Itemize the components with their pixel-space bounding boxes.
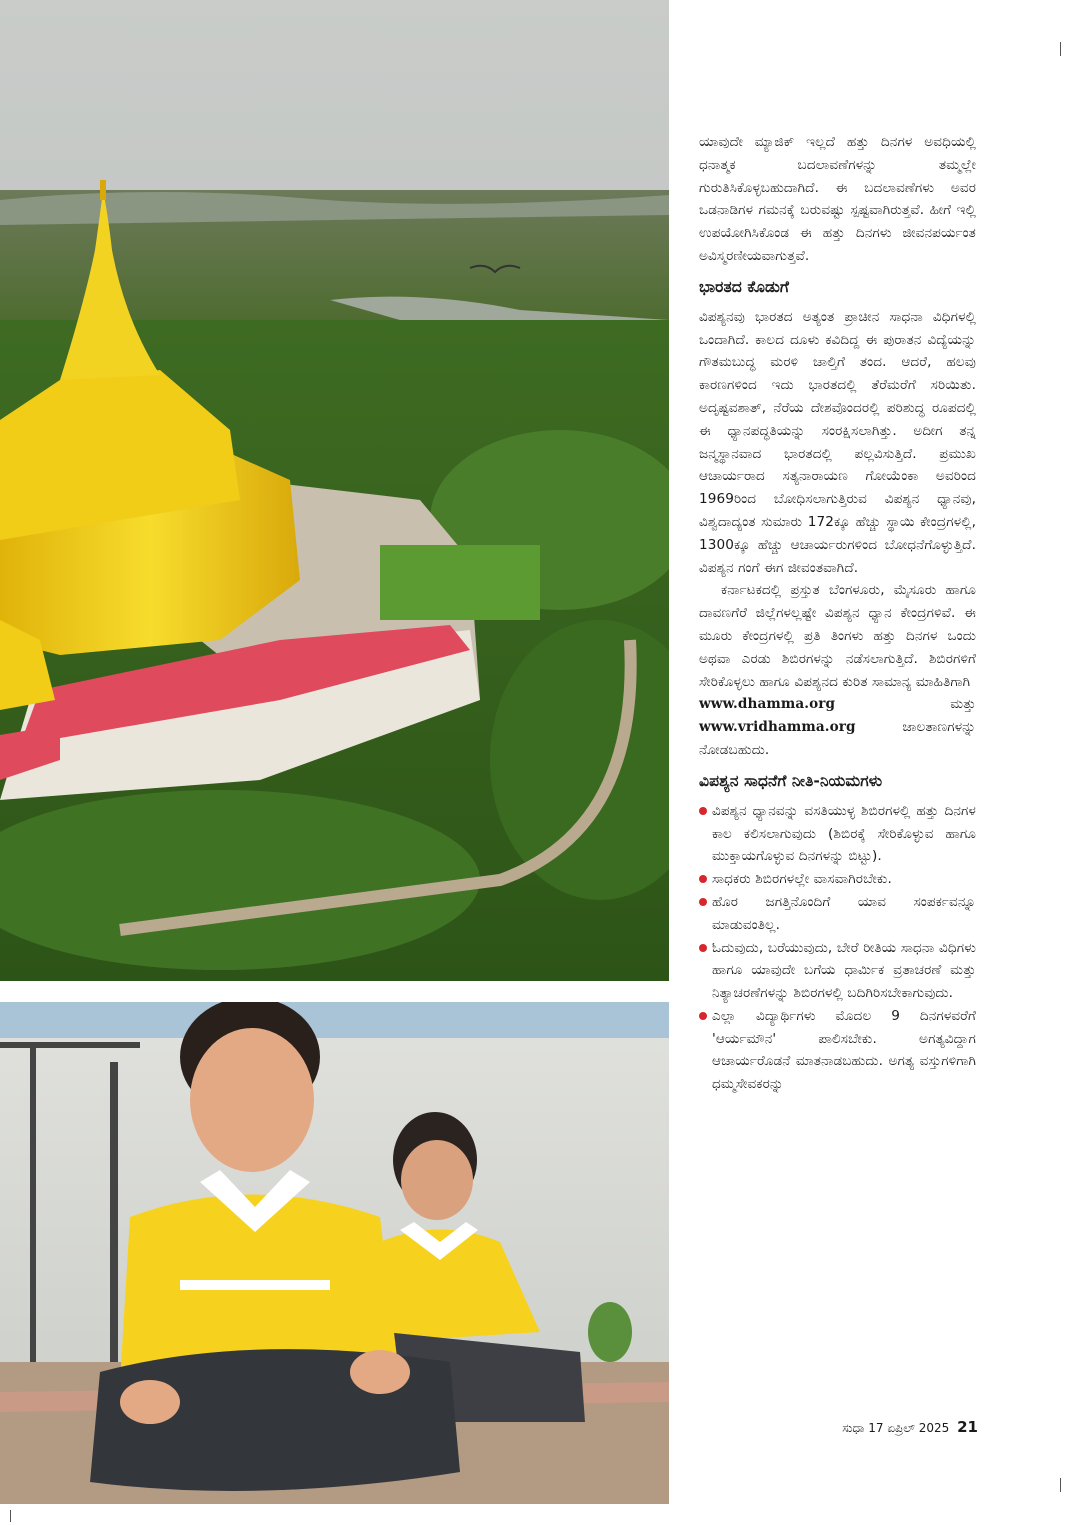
rules-list [699,800,976,1096]
bullet-icon [699,875,707,883]
and-word: ಮತ್ತು [950,696,976,713]
links-row-2 [699,716,976,739]
rule-text: ಎಲ್ಲಾ ವಿದ್ಯಾರ್ಥಿಗಳು ಮೊದಲ 9 ದಿನಗಳವರೆಗೆ 'ಆರ್ಯಮೌನ' ಪಾಲಿಸಬೇಕು. ಅಗತ್ಯವಿದ್ದಾಗ ಆಚಾರ್ಯರೊಡನೆ ಮಾತನಾಡಬಹುದು. ಅಗತ್ಯ ವಸ್ತುಗಳಿಗಾಗಿ ಧಮ್ಮಸೇವಕರನ್ನು [712,1007,976,1093]
article-column [699,131,976,1096]
rule-item [699,937,976,1005]
section-heading-rules: ವಿಪಶ್ಯನ ಸಾಧನೆಗೆ ನೀತಿ-ನಿಯಮಗಳು [699,771,883,790]
vridhamma-link[interactable]: www.vridhamma.org [699,719,856,736]
rule-item [699,891,976,937]
links-row-1 [699,693,976,716]
see-text: ನೋಡಬಹುದು. [699,741,770,758]
article-paragraph-1: ವಿಪಶ್ಯನವು ಭಾರತದ ಅತ್ಯಂತ ಪ್ರಾಚೀನ ಸಾಧನಾ ವಿಧಿಗಳಲ್ಲಿ ಒಂದಾಗಿದೆ. ಕಾಲದ ದೂಳು ಕವಿದಿದ್ದ ಈ ಪುರಾತನ ವಿದ್ಯೆಯನ್ನು ಗೌತಮಬುದ್ಧ ಮರಳಿ ಚಾಲ್ತಿಗೆ ತಂದ. ಆದರೆ, ಹಲವು ಕಾರಣಗಳಿಂದ ಇದು ಭಾರತದಲ್ಲಿ ತೆರೆಮರೆಗೆ ಸರಿಯಿತು. ಅದೃಷ್ಟವಶಾತ್, ನೆರೆಯ ದೇಶವೊಂದರಲ್ಲಿ ಪರಿಶುದ್ಧ ರೂಪದಲ್ಲಿ ಈ ಧ್ಯಾನಪದ್ಧತಿಯನ್ನು ಸಂರಕ್ಷಿಸಲಾಗಿತ್ತು. ಅದೀಗ ತನ್ನ ಜನ್ಮಸ್ಥಾನವಾದ ಭಾರತದಲ್ಲಿ ಪಲ್ಲವಿಸುತ್ತಿದೆ. ಪ್ರಮುಖ ಆಚಾರ್ಯರಾದ ಸತ್ಯನಾರಾಯಣ ಗೋಯೆಂಕಾ ಅವರಿಂದ 1969ರಿಂದ ಬೋಧಿಸಲಾಗುತ್ತಿರುವ ವಿಪಶ್ಯನ ಧ್ಯಾನವು, ವಿಶ್ವದಾದ್ಯಂತ ಸುಮಾರು 172ಕ್ಕೂ ಹೆಚ್ಚು ಸ್ಥಾಯಿ ಕೇಂದ್ರಗಳಲ್ಲಿ, 1300ಕ್ಕೂ ಹೆಚ್ಚು ಆಚಾರ್ಯರುಗಳಿಂದ ಬೋಧನೆಗೊಳ್ಳುತ್ತಿದೆ. ವಿಪಶ್ಯನ ಗಂಗೆ ಈಗ ಜೀವಂತವಾಗಿದೆ. [699,308,976,576]
bullet-icon [699,1012,707,1020]
rule-text: ಹೊರ ಜಗತ್ತಿನೊಂದಿಗೆ ಯಾವ ಸಂಪರ್ಕವನ್ನೂ ಮಾಡುವಂತಿಲ್ಲ. [712,893,976,933]
page-footer [822,1416,978,1439]
children-meditating-photo [0,1002,669,1504]
crop-mark [1060,42,1061,56]
crop-mark [10,1510,11,1522]
rule-text: ಓದುವುದು, ಬರೆಯುವುದು, ಬೇರೆ ರೀತಿಯ ಸಾಧನಾ ವಿಧಿಗಳು ಹಾಗೂ ಯಾವುದೇ ಬಗೆಯ ಧಾರ್ಮಿಕ ವ್ರತಾಚರಣೆ ಮತ್ತು ನಿತ್ಯಾಚರಣೆಗಳನ್ನು ಶಿಬಿರಗಳಲ್ಲಿ ಬದಿಗಿರಿಸಬೇಕಾಗುವುದು. [712,939,976,1002]
bullet-icon [699,898,707,906]
pagoda-aerial-photo [0,0,669,981]
dhamma-link[interactable]: www.dhamma.org [699,696,836,713]
rule-text: ಸಾಧಕರು ಶಿಬಿರಗಳಲ್ಲೇ ವಾಸವಾಗಿರಬೇಕು. [712,871,892,888]
rule-item [699,1005,976,1096]
crop-mark [1060,1478,1061,1492]
rule-text: ವಿಪಶ್ಯನ ಧ್ಯಾನವನ್ನು ವಸತಿಯುಳ್ಳ ಶಿಬಿರಗಳಲ್ಲಿ ಹತ್ತು ದಿನಗಳ ಕಾಲ ಕಲಿಸಲಾಗುವುದು (ಶಿಬಿರಕ್ಕೆ ಸೇರಿಕೊಳ್ಳುವ ಹಾಗೂ ಮುಕ್ತಾಯಗೊಳ್ಳುವ ದಿನಗಳನ್ನು ಬಿಟ್ಟು). [712,802,976,865]
page-number: 21 [957,1418,978,1436]
article-intro: ಯಾವುದೇ ಮ್ಯಾಜಿಕ್ ಇಲ್ಲದೆ ಹತ್ತು ದಿನಗಳ ಅವಧಿಯಲ್ಲಿ ಧನಾತ್ಮಕ ಬದಲಾವಣೆಗಳನ್ನು ತಮ್ಮಲ್ಲೇ ಗುರುತಿಸಿಕೊಳ್ಳಬಹುದಾಗಿದೆ. ಈ ಬದಲಾವಣೆಗಳು ಅವರ ಒಡನಾಡಿಗಳ ಗಮನಕ್ಕೆ ಬರುವಷ್ಟು ಸ್ಪಷ್ಟವಾಗಿರುತ್ತವೆ. ಹೀಗೆ ಇಲ್ಲಿ ಉಪಯೋಗಿಸಿಕೊಂಡ ಈ ಹತ್ತು ದಿನಗಳು ಜೀವನಪರ್ಯಂತ ಅವಿಸ್ಮರಣೀಯವಾಗುತ್ತವೆ. [699,134,976,264]
bullet-icon [699,944,707,952]
section-heading-india-contribution: ಭಾರತದ ಕೊಡುಗೆ [699,277,789,296]
article-paragraph-2: ಕರ್ನಾಟಕದಲ್ಲಿ ಪ್ರಸ್ತುತ ಬೆಂಗಳೂರು, ಮೈಸೂರು ಹಾಗೂ ದಾವಣಗೆರೆ ಜಿಲ್ಲೆಗಳಲ್ಲಷ್ಟೇ ವಿಪಶ್ಯನ ಧ್ಯಾನ ಕೇಂದ್ರಗಳಿವೆ. ಈ ಮೂರು ಕೇಂದ್ರಗಳಲ್ಲಿ ಪ್ರತಿ ತಿಂಗಳು ಹತ್ತು ದಿನಗಳ ಒಂದು ಅಥವಾ ಎರಡು ಶಿಬಿರಗಳನ್ನು ನಡೆಸಲಾಗುತ್ತಿದೆ. ಶಿಬಿರಗಳಿಗೆ ಸೇರಿಕೊಳ್ಳಲು ಹಾಗೂ ವಿಪಶ್ಯನದ ಕುರಿತ ಸಾಮಾನ್ಯ ಮಾಹಿತಿಗಾಗಿ [699,582,976,690]
rule-item [699,868,976,891]
portals-word: ಜಾಲತಾಣಗಳನ್ನು [902,719,976,736]
bullet-icon [699,807,707,815]
magazine-name: ಸುಧಾ [842,1421,865,1435]
rule-item [699,800,976,868]
issue-date: 17 ಏಪ್ರಿಲ್ 2025 [868,1421,950,1435]
